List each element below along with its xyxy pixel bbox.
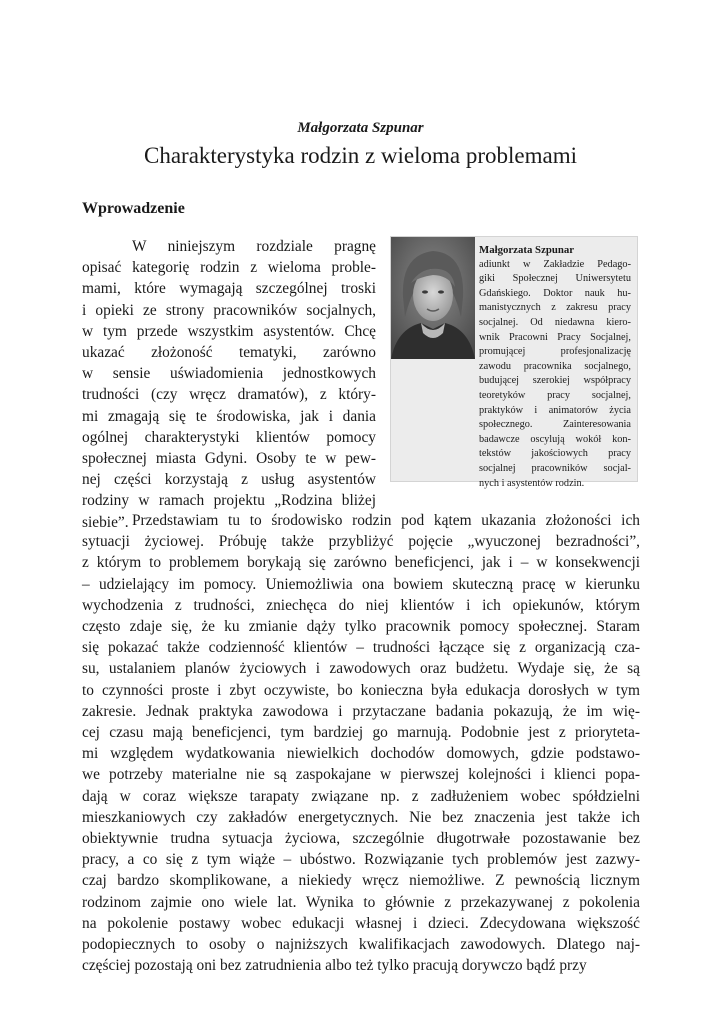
text-line: pracy, a co się z tym wiąże – ubóstwo. Rozwiązanie tych problemów jest zazwy-: [82, 851, 640, 869]
bio-line: socjalnej pracowników socjal-: [479, 462, 631, 474]
bio-line: zawodu pracownika socjalnego,: [479, 360, 631, 372]
bio-line: Gdańskiego. Doktor nauk hu-: [479, 287, 631, 299]
bio-line: praktyków i animatorów życia: [479, 404, 631, 416]
bio-line: giki Społecznej Uniwersytetu: [479, 273, 631, 285]
text-line: podopiecznych to osoby o najniższych kwalifikacjach zawodowych. Dlatego naj-: [82, 936, 640, 954]
text-line: obiektywnie trudna sytuacja życiowa, szczególnie długotrwałe pozostawanie bez: [82, 830, 640, 848]
text-line: wychodzenia z trudności, zniechęca do niej klientów i ich opiekunów, którym: [82, 596, 640, 614]
author-bio-text: [479, 243, 631, 491]
intro-paragraph: [82, 236, 376, 533]
bio-line: badawcze oscylują wokół kon-: [479, 433, 631, 445]
text-line: Przedstawiam tu to środowisko rodzin pod kątem ukazania złożoności ich: [132, 512, 640, 529]
bio-line: manistycznych z zakresu pracy: [479, 302, 631, 314]
text-line: na pokolenie postawy wobec edukacji własnej i dzieci. Zdecydowana większość: [82, 914, 640, 932]
text-line: się pokazać także codzienność klientów – trudności łączące się z organizacją cza-: [82, 639, 640, 657]
text-line: mi zmagają się te środowiska, jak i dania: [82, 407, 376, 425]
text-line: częściej pozostają oni bez zatrudnienia albo też tylko pracują dorywczo bądź przy: [82, 957, 587, 975]
bio-line: adiunkt w Zakładzie Pedago-: [479, 258, 631, 270]
main-paragraph: [82, 510, 640, 976]
text-line: su, ustalaniem planów życiowych i zawodowych oraz budżetu. Wydaje się, że są: [82, 660, 640, 678]
text-line: w tym przede wszystkim asystentów. Chcę: [82, 322, 376, 340]
bio-line: społecznego. Zainteresowania: [479, 419, 631, 431]
text-line: rodziny w ramach projektu „Rodzina bliżej: [82, 492, 376, 510]
text-line: i opieki ze strony pracowników socjalnych,: [82, 301, 376, 319]
text-line: mami, które wymagają szczególnej troski: [82, 280, 376, 298]
text-line: siebie”.: [82, 513, 129, 531]
author-photo: [391, 237, 475, 359]
text-line: społecznej miasta Gdyni. Osoby te w pew-: [82, 450, 376, 468]
text-line: rodzinom zajmie ono wiele lat. Wynika to głównie z przekazywanej z pokolenia: [82, 893, 640, 911]
text-line: dają w coraz większe tarapaty związane np. z zadłużeniem wobec spółdzielni: [82, 787, 640, 805]
bio-line: socjalnej. Od niedawna kiero-: [479, 316, 631, 328]
text-line: opisać kategorię rodzin z wieloma proble-: [82, 259, 376, 277]
text-line: mi względem wydatkowania niewielkich dochodów domowych, gdzie podstawo-: [82, 745, 640, 763]
author-bio-box: [390, 236, 638, 489]
text-line: czaj bardzo skomplikowane, a niekiedy wręcz niemożliwe. Z pewnością licznym: [82, 872, 640, 890]
bio-author-name: Małgorzata Szpunar: [479, 244, 575, 256]
bio-line: promującej profesjonalizację: [479, 346, 631, 358]
text-line: zakresie. Jednak praktyka zawodowa i przytaczane badania pokazują, że im wię-: [82, 702, 640, 720]
section-heading: Wprowadzenie: [82, 200, 185, 217]
text-line: trudności (czy wręcz dramatów), z który-: [82, 386, 376, 404]
text-line: ukazać złożoność tematyki, zarówno: [82, 344, 376, 362]
chapter-title: Charakterystyka rodzin z wieloma problemami: [143, 143, 578, 168]
author-name: Małgorzata Szpunar: [297, 120, 424, 136]
bio-line: wnik Pracowni Pracy Socjalnej,: [479, 331, 631, 343]
text-line: mieszkaniowych czy zakładów energetycznych. Nie bez znaczenia jest także ich: [82, 808, 640, 826]
bio-line: budującej szerokiej współpracy: [479, 375, 631, 387]
bio-line: nych i asystentów rodzin.: [479, 477, 585, 489]
text-line: W niniejszym rozdziale pragnę: [132, 238, 376, 255]
text-line: cej czasu mają beneficjenci, tym bardziej go marnują. Podobnie jest z prioryteta-: [82, 724, 640, 742]
text-line: we potrzeby materialne nie są zaspokajane w pierwszej kolejności i klienci popa-: [82, 766, 640, 784]
author-portrait-image: [391, 237, 475, 359]
text-line: to czynności proste i zbyt oczywiste, bo konieczna była edukacja dorosłych w tym: [82, 681, 640, 699]
text-line: w sensie uświadomienia jednostkowych: [82, 365, 376, 383]
text-line: ogólnej charakterystyki klientów pomocy: [82, 428, 376, 446]
text-line: nej części korzystają z usług asystentów: [82, 471, 376, 489]
text-line: – udzielający im pomocy. Uniemożliwia ona bowiem skuteczną pracę w kierunku: [82, 575, 640, 593]
text-line: z którym to problemem borykają się zarówno beneficjenci, jak i – w konsekwencji: [82, 554, 640, 572]
text-line: często zdaje się, że ku zmianie dąży tylko pracownik pomocy społecznej. Staram: [82, 618, 640, 636]
bio-line: tekstów jakościowych pracy: [479, 448, 631, 460]
bio-line: teoretyków pracy socjalnej,: [479, 389, 631, 401]
text-line: sytuacji życiowej. Próbuję także przybliżyć pojęcie „wyuczonej bezradności”,: [82, 533, 640, 551]
